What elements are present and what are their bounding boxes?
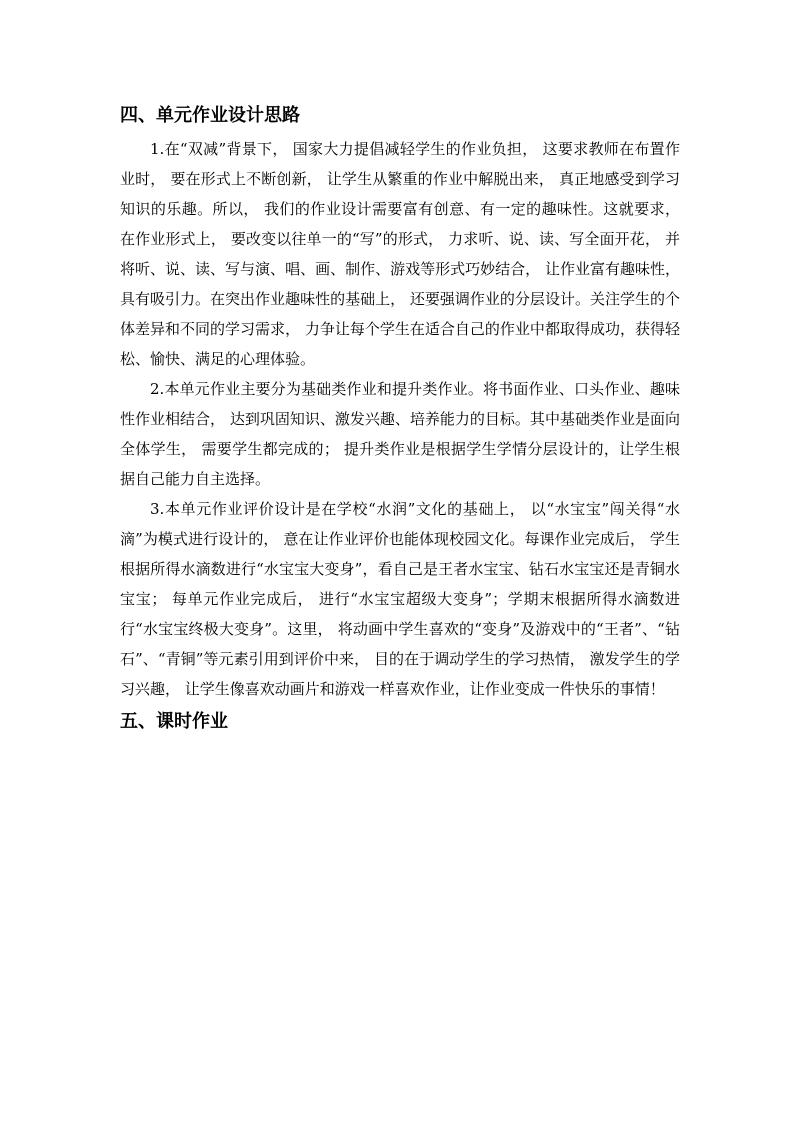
paragraph-1: 1.在“双减”背景下， 国家大力提倡减轻学生的作业负担， 这要求教师在布置作业时， 要在形式上不断创新， 让学生从繁重的作业中解脱出来， 真正地感受到学习知识的乐趣。所以， 我们的作业设计需要富有创意、有一定的趣味性。这就要求， 在作业形式上， 要改变以往单一的“写”的形式， 力求听、说、读、写全面开花， 并将听、说、读、写与演、唱、画、制作、游戏等形式巧妙结合， 让作业富有趣味性， 具有吸引力。在突出作业趣味性的基础上， 还要强调作业的分层设计。关注学生的个体差异和不同的学习需求， 力争让每个学生在适合自己的作业中都取得成功，获得轻松、愉快、满足的心理体验。 [120, 140, 680, 368]
section-heading-lesson-homework: 五、课时作业 [120, 711, 228, 732]
paragraph-2: 2.本单元作业主要分为基础类作业和提升类作业。将书面作业、口头作业、趣味性作业相结合， 达到巩固知识、激发兴趣、培养能力的目标。其中基础类作业是面向全体学生， 需要学生都完成的； 提升类作业是根据学生学情分层设计的，让学生根据自己能力自主选择。 [120, 380, 680, 488]
section-heading-unit-homework-design: 四、单元作业设计思路 [120, 105, 300, 126]
paragraph-3: 3.本单元作业评价设计是在学校“水润”文化的基础上， 以“水宝宝”闯关得“水滴”为模式进行设计的， 意在让作业评价也能体现校园文化。每课作业完成后， 学生根据所得水滴数进行“水宝宝大变身”，看自己是王者水宝宝、钻石水宝宝还是青铜水宝宝； 每单元作业完成后， 进行“水宝宝超级大变身”；学期末根据所得水滴数进行“水宝宝终极大变身”。这里， 将动画中学生喜欢的“变身”及游戏中的“王者”、“钻石”、“青铜”等元素引用到评价中来， 目的在于调动学生的学习热情， 激发学生的学习兴趣， 让学生像喜欢动画片和游戏一样喜欢作业，让作业变成一件快乐的事情！ [120, 500, 680, 698]
document-page [120, 103, 680, 739]
